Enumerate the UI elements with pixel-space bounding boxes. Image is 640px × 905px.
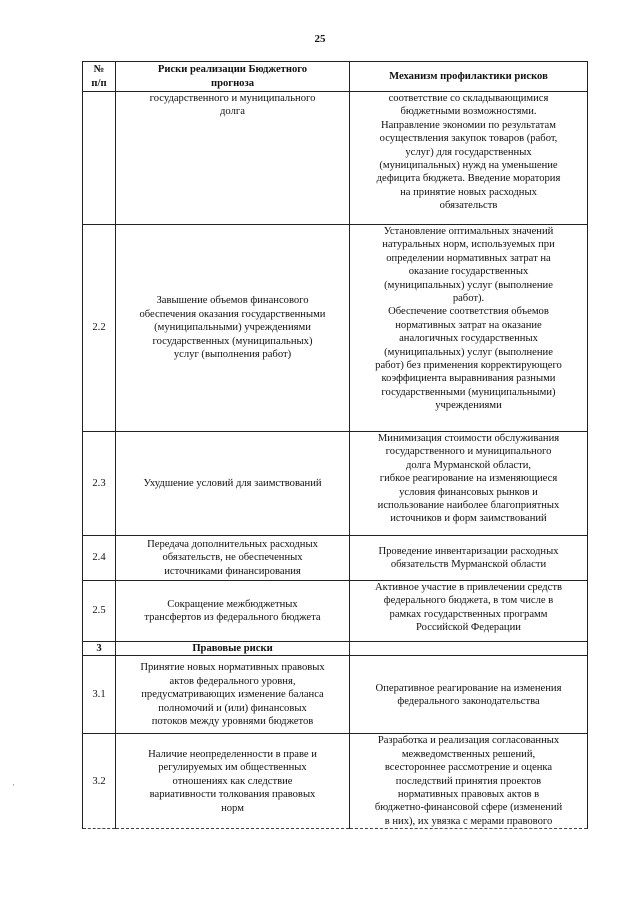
mechanism-cell <box>350 92 588 225</box>
risk-cell <box>116 225 350 432</box>
risk-cell <box>116 734 350 829</box>
mechanism-text-line: (муниципальных) услуг (выполнение <box>384 346 553 358</box>
mechanism-cell <box>350 734 588 829</box>
mechanism-text-line: межведомственных решений, <box>401 748 536 760</box>
mechanism-text-line: Установление оптимальных значений <box>383 226 554 237</box>
table-row <box>83 432 588 536</box>
table-row <box>83 581 588 642</box>
risk-text-line: Правовые риски <box>192 643 273 654</box>
risk-text-line: долга <box>220 106 245 118</box>
mechanism-cell <box>350 581 588 642</box>
margin-mark: · <box>12 780 15 790</box>
mechanism-text-line: натуральных норм, используемых при <box>382 239 555 251</box>
mechanism-cell <box>350 225 588 432</box>
risk-text-line: норм <box>221 802 244 814</box>
risk-cell <box>116 536 350 581</box>
mechanism-text-line: федерального бюджета, в том числе в <box>383 595 554 607</box>
row-number: 3.2 <box>83 734 116 829</box>
mechanism-text-line: обязательств <box>439 200 498 212</box>
mechanism-text-line: государственными (муниципальными) <box>381 386 556 398</box>
risk-text-line: Наличие неопределенности в праве и <box>148 748 317 760</box>
mechanism-text-line: аналогичных государственных <box>399 333 538 345</box>
mechanism-text-line: осуществления закупок товаров (работ, <box>379 133 558 145</box>
mechanism-text-line: в них), их увязка с мерами правового <box>384 815 553 827</box>
mechanism-text-line: нормативных затрат на оказание <box>395 319 542 331</box>
row-number: 2.5 <box>83 581 116 642</box>
risk-text-line: Завышение объемов финансового <box>156 295 309 307</box>
mechanism-text-line: дефицита бюджета. Введение моратория <box>376 173 561 185</box>
row-number: 3.1 <box>83 656 116 734</box>
risk-text-line: актов федерального уровня, <box>169 675 296 687</box>
header-number: № п/п <box>83 62 116 92</box>
mechanism-text-line: Обеспечение соответствия объемов <box>388 306 549 318</box>
risk-text-line: Передача дополнительных расходных <box>147 538 318 550</box>
mechanism-text-line: Российской Федерации <box>416 622 521 634</box>
table-row <box>83 536 588 581</box>
risk-text-line: Принятие новых нормативных правовых <box>140 662 325 674</box>
table-header-row <box>83 62 588 92</box>
mechanism-text-line: Оперативное реагирование на изменения <box>375 682 562 694</box>
table-row <box>83 734 588 829</box>
risk-text-line: услуг (выполнения работ) <box>173 349 292 361</box>
mechanism-text-line: Разработка и реализация согласованных <box>377 735 560 747</box>
mechanism-text-line: государственного и муниципального <box>385 446 552 458</box>
table-row <box>83 642 588 656</box>
mechanism-text-line: рамках государственных программ <box>389 608 548 620</box>
risk-text-line: обязательств, не обеспеченных <box>162 552 303 564</box>
mechanism-text-line: последствий принятия проектов <box>395 775 542 787</box>
risk-text-line: полномочий и (или) финансовых <box>158 702 307 714</box>
table-row <box>83 92 588 225</box>
mechanism-text-line: долга Мурманской области, <box>405 459 532 471</box>
risk-cell <box>116 581 350 642</box>
risk-text-line: Сокращение межбюджетных <box>167 598 298 610</box>
risk-cell <box>116 92 350 225</box>
mechanism-text-line: Активное участие в привлечении средств <box>375 582 562 593</box>
risk-text-line: потоков между уровнями бюджетов <box>151 716 314 728</box>
risk-cell <box>116 656 350 734</box>
risk-text-line: государственных (муниципальных) <box>152 335 313 347</box>
row-number: 2.4 <box>83 536 116 581</box>
mechanism-text-line: бюджетно-финансовой сфере (изменений <box>374 802 563 814</box>
header-risks: Риски реализации Бюджетного прогноза <box>116 62 350 92</box>
mechanism-text-line: (муниципальных) услуг (выполнение <box>384 279 553 291</box>
mechanism-text-line: Проведение инвентаризации расходных <box>378 545 559 557</box>
mechanism-text-line: бюджетными возможностями. <box>400 106 537 118</box>
mechanism-text-line: гибкое реагирование на изменяющиеся <box>379 473 558 485</box>
mechanism-text-line: условия финансовых рынков и <box>399 486 538 498</box>
risk-text-line: Ухудшение условий для заимствований <box>143 477 322 489</box>
mechanism-text-line: работ) без применения корректирующего <box>375 360 562 372</box>
risk-text-line: трансфертов из федерального бюджета <box>144 612 321 623</box>
risk-cell <box>116 642 350 656</box>
mechanism-text-line: работ). <box>452 293 485 305</box>
mechanism-text-line: учреждениями <box>435 400 502 412</box>
mechanism-text-line: нормативных правовых актов в <box>397 789 540 801</box>
mechanism-text-line: всестороннее рассмотрение и оценка <box>384 762 553 774</box>
row-number: 2.3 <box>83 432 116 536</box>
mechanism-text-line: источников и форм заимствований <box>390 513 547 525</box>
table-body <box>83 92 588 829</box>
mechanism-text-line: на принятие новых расходных <box>400 186 537 198</box>
mechanism-text-line: определении нормативных затрат на <box>386 252 551 264</box>
row-number: 3 <box>83 642 116 656</box>
table-row <box>83 656 588 734</box>
mechanism-text-line: Минимизация стоимости обслуживания <box>377 433 560 444</box>
risk-text-line: государственного и муниципального <box>149 93 316 104</box>
row-number: 2.2 <box>83 225 116 432</box>
mechanism-text-line: использование наиболее благоприятных <box>377 500 560 512</box>
mechanism-text-line: услуг) для государственных <box>405 146 532 158</box>
row-number <box>83 92 116 225</box>
mechanism-text-line: обязательств Мурманской области <box>390 559 547 570</box>
risk-text-line: (муниципальными) учреждениями <box>154 322 311 334</box>
mechanism-text-line: соответствие со складывающимися <box>388 93 549 104</box>
risk-text-line: регулируемых им общественных <box>158 762 307 774</box>
risk-cell <box>116 432 350 536</box>
risk-text-line: источниками финансирования <box>164 565 301 577</box>
risk-text-line: отношениях как следствие <box>172 775 293 787</box>
mechanism-cell <box>350 642 588 656</box>
risk-table <box>82 61 588 829</box>
risk-text-line: вариативности толкования правовых <box>149 789 316 801</box>
mechanism-text-line: федерального законодательства <box>397 695 540 707</box>
mechanism-cell <box>350 536 588 581</box>
risk-text-line: предусматривающих изменение баланса <box>141 689 324 701</box>
mechanism-text-line: Направление экономии по результатам <box>381 119 556 131</box>
risk-text-line: обеспечения оказания государственными <box>139 308 326 320</box>
mechanism-text-line: (муниципальных) нужд на уменьшение <box>379 160 558 172</box>
mechanism-cell <box>350 656 588 734</box>
page-number: 25 <box>314 33 326 45</box>
mechanism-text-line: оказание государственных <box>408 266 529 278</box>
mechanism-cell <box>350 432 588 536</box>
table-row <box>83 225 588 432</box>
header-mechanism: Механизм профилактики рисков <box>350 62 588 92</box>
mechanism-text-line: коэффициента выравнивания разными <box>381 373 556 385</box>
